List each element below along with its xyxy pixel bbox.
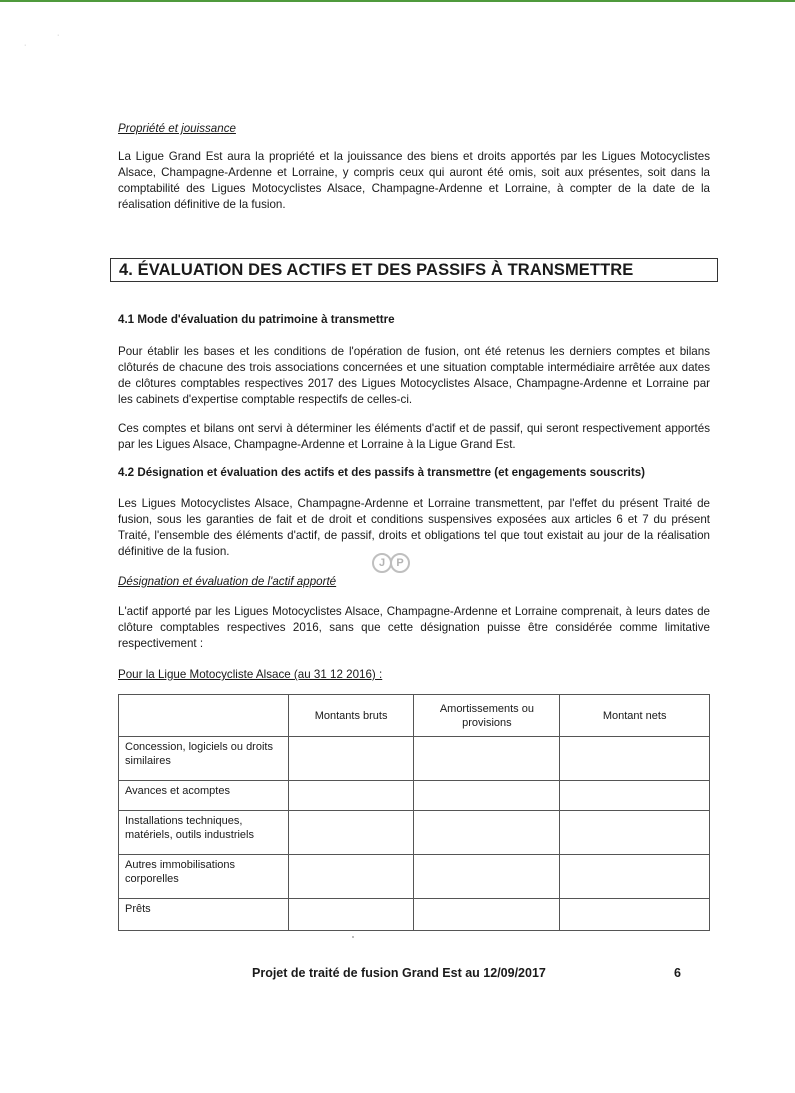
- table-cell: [560, 781, 710, 811]
- table-row: [119, 811, 710, 855]
- table-cell: [414, 781, 560, 811]
- section-4-2-heading: 4.2 Désignation et évaluation des actifs et des passifs à transmettre (et engagements souscrits): [118, 466, 646, 479]
- section-4-1-heading: 4.1 Mode d'évaluation du patrimoine à transmettre: [118, 313, 395, 326]
- section-4-title-box: [110, 258, 718, 282]
- table-cell-label: Installations techniques, matériels, outils industriels: [119, 811, 289, 855]
- stamp-letter: P: [390, 553, 410, 573]
- scan-speck: ·: [24, 42, 27, 49]
- section-4-2-paragraph-2: L'actif apporté par les Ligues Motocyclistes Alsace, Champagne-Ardenne et Lorraine comprenait, à leurs dates de clôture comptables respectives 2016, sans que cette désignation puisse être considérée comme limitative respectivement :: [118, 605, 710, 650]
- table-cell: [288, 781, 414, 811]
- footer-title: Projet de traité de fusion Grand Est au 12/09/2017: [252, 966, 546, 980]
- page-number: 6: [674, 966, 681, 980]
- table-row: [119, 899, 710, 931]
- stamp-letter: J: [372, 553, 392, 573]
- alsace-heading: Pour la Ligue Motocycliste Alsace (au 31 12 2016) :: [118, 668, 383, 681]
- propriete-paragraph: La Ligue Grand Est aura la propriété et la jouissance des biens et droits apportés par les Ligues Motocyclistes Alsace, Champagne-Ardenne et Lorraine, y compris ceux qui auront été omis, soit aux présentes, soit dans la comptabilité des Ligues Motocyclistes Alsace, Champagne-Ardenne et Lorraine, à compter de la date de la réalisation définitive de la fusion.: [118, 150, 710, 211]
- table-cell-label: Concession, logiciels ou droits similaires: [119, 737, 289, 781]
- table-header-cell: [119, 695, 289, 737]
- table-cell: [560, 855, 710, 899]
- table-row: [119, 737, 710, 781]
- table-header-cell: Montants bruts: [288, 695, 414, 737]
- scan-speck: [352, 936, 354, 938]
- actif-apporte-heading: Désignation et évaluation de l'actif apporté: [118, 575, 337, 588]
- table-header-row: [119, 695, 710, 737]
- section-4-1-paragraph-1: Pour établir les bases et les conditions de l'opération de fusion, ont été retenus les derniers comptes et bilans clôturés de chacune des trois associations concernées et une situation comptable intermédiaire arrêtée aux dates de clôtures comptables respectives 2017 des Ligues Motocyclistes Alsace, Champagne-Ardenne et Lorraine par les cabinets d'expertise comptable respectifs de celles-ci.: [118, 345, 710, 406]
- table-cell: [414, 737, 560, 781]
- table-cell: [288, 855, 414, 899]
- table-header-cell: Montant nets: [560, 695, 710, 737]
- propriete-heading: Propriété et jouissance: [118, 122, 236, 135]
- table-row: [119, 855, 710, 899]
- table-row: [119, 781, 710, 811]
- section-4-title: 4. ÉVALUATION DES ACTIFS ET DES PASSIFS À TRANSMETTRE: [119, 261, 634, 279]
- jp-initials-stamp: [368, 543, 422, 577]
- actif-table: [118, 694, 710, 931]
- table-cell: [560, 899, 710, 931]
- table-cell-label: Avances et acomptes: [119, 781, 289, 811]
- table-header-cell: Amortissements ou provisions: [414, 695, 560, 737]
- table-cell: [560, 811, 710, 855]
- table-cell: [288, 899, 414, 931]
- section-4-2-paragraph-1: Les Ligues Motocyclistes Alsace, Champagne-Ardenne et Lorraine transmettent, par l'effet du présent Traité de fusion, sous les garanties de fait et de droit et conditions suspensives exposées aux articles 6 et 7 du présent Traité, l'ensemble des éléments d'actif, de passif, droits et obligations tel que tout existait au jour de la réalisation définitive de la fusion.: [118, 497, 710, 558]
- table-cell: [414, 899, 560, 931]
- table-cell: [414, 811, 560, 855]
- table-cell: [288, 811, 414, 855]
- section-4-1-paragraph-2: Ces comptes et bilans ont servi à déterminer les éléments d'actif et de passif, qui seront respectivement apportés par les Ligues Alsace, Champagne-Ardenne et Lorraine à la Ligue Grand Est.: [118, 422, 710, 451]
- scan-speck: ·: [57, 32, 60, 39]
- table-cell: [560, 737, 710, 781]
- table-cell: [288, 737, 414, 781]
- table-cell-label: Prêts: [119, 899, 289, 931]
- top-border-line: [0, 0, 795, 2]
- table-cell: [414, 855, 560, 899]
- table-cell-label: Autres immobilisations corporelles: [119, 855, 289, 899]
